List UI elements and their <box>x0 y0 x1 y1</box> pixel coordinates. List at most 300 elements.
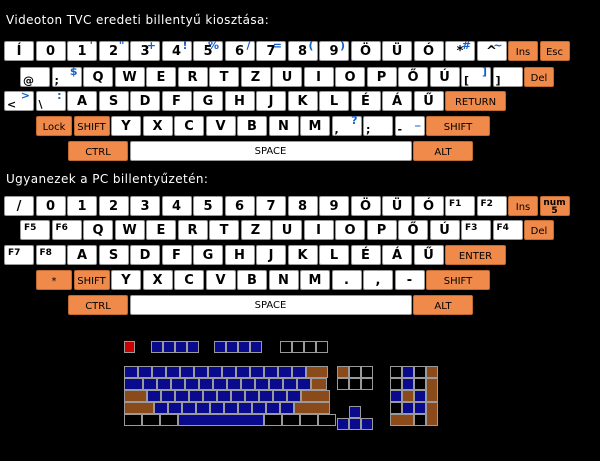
pc-key-ű <box>414 245 444 265</box>
key-label: Ű <box>423 94 434 109</box>
mini-main-key <box>266 402 280 414</box>
tvc-key-é <box>351 91 381 111</box>
tvc-key-i <box>304 67 334 87</box>
key-label: 6 <box>234 199 245 214</box>
key-label: U <box>281 70 293 85</box>
key-label: Y <box>121 273 131 288</box>
pc-key-6 <box>225 196 255 216</box>
pc-key-z <box>241 220 271 240</box>
pc-key-é <box>351 245 381 265</box>
key-lower-label: @ <box>23 74 34 87</box>
mini-nav-key <box>361 378 373 390</box>
mini-main-key <box>297 378 311 390</box>
key-shift-label: = <box>272 39 282 52</box>
pc-key-m <box>300 270 330 290</box>
key-label: 1 <box>77 44 87 59</box>
tvc-key-q <box>83 67 113 87</box>
tvc-key-c <box>174 116 204 136</box>
key-shift-label: _ <box>415 114 421 127</box>
mini-main-key <box>259 390 273 402</box>
pc-key-a <box>67 245 97 265</box>
key-label: P <box>376 70 387 85</box>
mini-main-key <box>143 378 157 390</box>
mini-main-key <box>282 414 300 426</box>
mini-main-key <box>196 402 210 414</box>
key-label: - <box>406 273 413 288</box>
key-label: J <box>268 94 274 109</box>
key-label: T <box>219 223 229 238</box>
key-label: V <box>215 119 226 134</box>
pc-key-1 <box>67 196 97 216</box>
tvc-key-blank <box>4 91 34 111</box>
mini-numpad-key <box>390 366 402 378</box>
key-label: SPACE <box>254 146 287 157</box>
mini-main-key <box>138 366 152 378</box>
key-function-label: F8 <box>39 248 52 258</box>
mini-main-key <box>222 366 236 378</box>
mini-main-key <box>178 414 264 426</box>
key-label: Del <box>530 73 548 84</box>
key-shift-label: ( <box>308 39 314 52</box>
tvc-key-m <box>300 116 330 136</box>
pc-key-blank <box>332 270 362 290</box>
key-label: E <box>156 223 166 238</box>
tvc-key-n <box>269 116 299 136</box>
pc-key-f6 <box>52 220 82 240</box>
key-lower-label: , <box>334 123 339 136</box>
mini-numpad-key <box>414 402 426 414</box>
mini-esc-key <box>124 341 135 353</box>
tvc-key-s <box>99 91 129 111</box>
key-label: M <box>308 119 322 134</box>
tvc-key-8 <box>288 41 318 61</box>
pc-key-f <box>162 245 192 265</box>
key-function-label: F4 <box>496 223 509 233</box>
key-label: Q <box>92 70 104 85</box>
key-label: T <box>219 70 229 85</box>
key-label: Esc <box>545 47 564 58</box>
key-label: Z <box>250 70 261 85</box>
tvc-key-blank <box>477 41 507 61</box>
key-label: Á <box>391 94 403 109</box>
key-label: O <box>344 70 356 85</box>
tvc-key-blank <box>461 67 491 87</box>
key-label: A <box>76 94 88 109</box>
mini-main-key <box>311 378 327 390</box>
tvc-key-shift <box>426 116 490 136</box>
mini-numpad-key <box>390 402 402 414</box>
mini-main-key <box>124 414 142 426</box>
key-label: Ű <box>423 248 434 263</box>
pc-layout-title: Ugyanezek a PC billentyűzetén: <box>6 172 209 186</box>
key-lower-label: [ <box>464 74 470 87</box>
tvc-key-o <box>335 67 365 87</box>
pc-key-x <box>143 270 173 290</box>
pc-key-ins <box>508 196 538 216</box>
key-label: C <box>184 119 194 134</box>
tvc-key-t <box>209 67 239 87</box>
mini-numpad-enter-key <box>426 402 438 426</box>
tvc-key-j <box>256 91 286 111</box>
key-label: ENTER <box>458 251 493 262</box>
mini-main-key <box>189 390 203 402</box>
mini-main-key <box>185 378 199 390</box>
mini-main-key <box>213 378 227 390</box>
key-label: Ö <box>359 199 372 214</box>
mini-main-key <box>280 402 294 414</box>
tvc-key-ó <box>414 41 444 61</box>
mini-main-key <box>160 414 178 426</box>
mini-main-key <box>264 366 278 378</box>
pc-key-q <box>83 220 113 240</box>
pc-key-blank <box>363 270 393 290</box>
mini-main-key <box>124 402 154 414</box>
tvc-key-shift <box>74 116 110 136</box>
tvc-key-blank <box>20 67 50 87</box>
mini-numpad-key <box>414 366 426 378</box>
key-label: Ins <box>515 47 531 58</box>
mini-main-key <box>252 402 266 414</box>
mini-f-key <box>316 341 328 353</box>
tvc-key-ö <box>351 41 381 61</box>
key-shift-label: # <box>461 39 471 52</box>
mini-main-key <box>168 402 182 414</box>
mini-main-key <box>301 390 330 402</box>
pc-key-ő <box>398 220 428 240</box>
tvc-key-g <box>193 91 223 111</box>
key-label: K <box>297 94 308 109</box>
tvc-key-b <box>237 116 267 136</box>
key-label: B <box>247 119 257 134</box>
key-label: 9 <box>329 44 339 59</box>
mini-main-key <box>171 378 185 390</box>
key-label: Í <box>16 44 22 59</box>
pc-key-7 <box>256 196 286 216</box>
pc-key-e <box>146 220 176 240</box>
mini-numpad-zero-key <box>390 414 414 426</box>
tvc-key-ő <box>398 67 428 87</box>
key-label: 5 <box>203 44 213 59</box>
mini-nav-key <box>349 366 361 378</box>
key-label: K <box>297 248 308 263</box>
key-label: H <box>234 94 245 109</box>
key-function-label: F3 <box>465 223 478 233</box>
mini-numpad-plus-key <box>426 378 438 402</box>
pc-key-f2 <box>477 196 507 216</box>
pc-key-l <box>319 245 349 265</box>
mini-main-key <box>199 378 213 390</box>
mini-f-key <box>226 341 238 353</box>
pc-key-blank <box>395 270 425 290</box>
key-label: G <box>202 248 214 263</box>
pc-key-h <box>225 245 255 265</box>
key-label: X <box>152 273 163 288</box>
tvc-key-del <box>524 67 554 87</box>
key-label: B <box>247 273 257 288</box>
mini-f-key <box>238 341 250 353</box>
mini-main-key <box>161 390 175 402</box>
key-label: 7 <box>266 44 276 59</box>
pc-key-del <box>524 220 554 240</box>
key-label: SHIFT <box>443 276 473 287</box>
key-lower-label: - <box>397 123 403 136</box>
mini-numpad-key <box>390 378 402 390</box>
key-label: 8 <box>297 44 308 59</box>
key-label: Ő <box>407 70 419 85</box>
key-label: Ü <box>391 199 403 214</box>
key-shift-label: % <box>207 39 219 52</box>
tvc-key-y <box>111 116 141 136</box>
key-label: Lock <box>42 122 66 133</box>
tvc-key-blank <box>52 67 82 87</box>
key-shift-label: ) <box>339 39 345 52</box>
key-label: 6 <box>234 44 245 59</box>
mini-f-key <box>214 341 226 353</box>
mini-main-key <box>241 378 255 390</box>
key-label: 3 <box>140 44 150 59</box>
mini-main-key <box>194 366 208 378</box>
mini-main-key <box>269 378 283 390</box>
pc-key-g <box>193 245 223 265</box>
mini-f-key <box>250 341 262 353</box>
tvc-key-l <box>319 91 349 111</box>
tvc-key-9 <box>319 41 349 61</box>
pc-key-ö <box>351 196 381 216</box>
mini-arrow-key <box>361 418 373 430</box>
key-label: 5 <box>203 199 213 214</box>
key-label: Ő <box>407 223 419 238</box>
mini-main-key <box>147 390 161 402</box>
mini-main-key <box>238 402 252 414</box>
key-lower-label: \ <box>38 98 43 111</box>
pc-key-o <box>335 220 365 240</box>
mini-main-key <box>264 414 282 426</box>
pc-key-c <box>174 270 204 290</box>
key-shift-label: + <box>146 39 156 52</box>
mini-main-key <box>294 402 330 414</box>
key-lower-label: ] <box>495 74 501 87</box>
key-shift-label: ' <box>89 39 93 52</box>
tvc-key-x <box>143 116 173 136</box>
pc-key-f1 <box>445 196 475 216</box>
pc-key-9 <box>319 196 349 216</box>
key-label: , <box>375 273 381 288</box>
key-shift-label: : <box>57 89 62 102</box>
tvc-key-a <box>67 91 97 111</box>
tvc-key-u <box>272 67 302 87</box>
pc-key-4 <box>162 196 192 216</box>
tvc-key-ú <box>430 67 460 87</box>
mini-arrow-key <box>337 418 349 430</box>
key-function-label: F5 <box>24 223 37 233</box>
key-shift-label: ? <box>351 114 358 127</box>
mini-main-key <box>203 390 217 402</box>
mini-main-key <box>231 390 245 402</box>
key-label: R <box>187 223 198 238</box>
mini-f-key <box>151 341 163 353</box>
key-label: L <box>329 248 339 263</box>
mini-f-key <box>304 341 316 353</box>
key-label: X <box>152 119 163 134</box>
key-label: Y <box>121 119 131 134</box>
tvc-key-blank <box>332 116 362 136</box>
key-label: O <box>344 223 356 238</box>
key-label: / <box>16 199 22 214</box>
tvc-key-blank <box>395 116 425 136</box>
key-label: F <box>172 94 181 109</box>
key-label: S <box>108 248 119 263</box>
mini-main-key <box>250 366 264 378</box>
key-function-label: F7 <box>8 248 21 258</box>
tvc-key-á <box>382 91 412 111</box>
tvc-key-space <box>130 141 412 161</box>
pc-key-b <box>237 270 267 290</box>
key-label: I <box>316 223 321 238</box>
tvc-key-3 <box>130 41 160 61</box>
pc-key-0 <box>36 196 66 216</box>
tvc-key-6 <box>225 41 255 61</box>
pc-key-á <box>382 245 412 265</box>
mini-main-key <box>227 378 241 390</box>
mini-numpad-key <box>414 390 426 402</box>
pc-key-f5 <box>20 220 50 240</box>
pc-key-f4 <box>493 220 523 240</box>
pc-key-f3 <box>461 220 491 240</box>
pc-key-d <box>130 245 160 265</box>
key-label: SPACE <box>254 300 287 311</box>
mini-f-key <box>280 341 292 353</box>
key-label: num 5 <box>543 198 566 216</box>
key-shift-label: / <box>246 39 251 52</box>
key-label: L <box>329 94 339 109</box>
tvc-key-v <box>206 116 236 136</box>
key-label: D <box>139 248 151 263</box>
pc-key-r <box>178 220 208 240</box>
key-label: M <box>308 273 322 288</box>
key-label: Del <box>530 226 548 237</box>
tvc-key-ctrl <box>68 141 128 161</box>
pc-key-ü <box>382 196 412 216</box>
key-label: S <box>108 94 119 109</box>
pc-key-v <box>206 270 236 290</box>
mini-main-key <box>255 378 269 390</box>
key-label: W <box>122 223 137 238</box>
key-label: Á <box>391 248 403 263</box>
pc-key-y <box>111 270 141 290</box>
tvc-key-ü <box>382 41 412 61</box>
key-label: ^ <box>486 44 497 59</box>
mini-f-key <box>292 341 304 353</box>
key-label: CTRL <box>85 301 111 312</box>
key-label: É <box>361 94 370 109</box>
mini-numpad-key <box>390 390 402 402</box>
tvc-key-lock <box>36 116 72 136</box>
tvc-key-return <box>445 91 506 111</box>
key-label: 4 <box>171 44 182 59</box>
key-label: 0 <box>45 44 56 59</box>
key-label: U <box>281 223 293 238</box>
tvc-key-7 <box>256 41 286 61</box>
pc-key-3 <box>130 196 160 216</box>
key-label: É <box>361 248 370 263</box>
mini-main-key <box>283 378 297 390</box>
pc-key-blank <box>36 270 72 290</box>
tvc-key-e <box>146 67 176 87</box>
mini-numpad-key <box>402 366 414 378</box>
pc-key-f8 <box>36 245 66 265</box>
key-label: F <box>172 248 181 263</box>
mini-main-key <box>318 414 336 426</box>
key-label: 3 <box>140 199 150 214</box>
mini-main-key <box>124 378 143 390</box>
tvc-key-blank <box>363 116 393 136</box>
tvc-key-4 <box>162 41 192 61</box>
mini-main-key <box>154 402 168 414</box>
mini-main-key <box>300 414 318 426</box>
mini-numpad-key <box>426 366 438 378</box>
mini-main-key <box>210 402 224 414</box>
pc-key-8 <box>288 196 318 216</box>
key-label: SHIFT <box>77 276 106 287</box>
pc-key-j <box>256 245 286 265</box>
pc-key-enter <box>445 245 506 265</box>
tvc-key-blank <box>445 41 475 61</box>
key-label: 2 <box>108 199 119 214</box>
mini-main-key <box>142 414 160 426</box>
key-label: R <box>187 70 198 85</box>
key-label: G <box>202 94 214 109</box>
mini-main-key <box>152 366 166 378</box>
key-label: * <box>456 44 464 59</box>
key-label: SHIFT <box>443 122 473 133</box>
key-label: Ins <box>515 202 531 213</box>
pc-key-shift <box>74 270 110 290</box>
tvc-key-5 <box>193 41 223 61</box>
pc-key-blank <box>4 196 34 216</box>
key-shift-label: > <box>20 89 30 102</box>
mini-numpad-key <box>414 414 426 426</box>
tvc-key-0 <box>36 41 66 61</box>
pc-key-p <box>367 220 397 240</box>
mini-main-key <box>287 390 301 402</box>
mini-nav-key <box>337 378 349 390</box>
mini-main-key <box>278 366 292 378</box>
mini-main-key <box>182 402 196 414</box>
mini-main-key <box>124 390 147 402</box>
mini-nav-key <box>349 378 361 390</box>
key-label: ALT <box>434 301 452 312</box>
pc-key-2 <box>99 196 129 216</box>
key-label: Z <box>250 223 261 238</box>
pc-key-k <box>288 245 318 265</box>
tvc-key-z <box>241 67 271 87</box>
mini-arrow-key <box>349 418 361 430</box>
pc-key-shift <box>426 270 490 290</box>
pc-key-u <box>272 220 302 240</box>
key-label: C <box>184 273 194 288</box>
key-label: E <box>156 70 166 85</box>
pc-key-n <box>269 270 299 290</box>
pc-key-num-5 <box>540 196 570 216</box>
key-label: P <box>376 223 387 238</box>
pc-key-5 <box>193 196 223 216</box>
tvc-key-ű <box>414 91 444 111</box>
mini-main-key <box>180 366 194 378</box>
key-label: . <box>344 273 349 288</box>
key-label: * <box>51 276 57 287</box>
key-lower-label: ; <box>366 123 371 136</box>
key-shift-label: ~ <box>493 39 503 52</box>
